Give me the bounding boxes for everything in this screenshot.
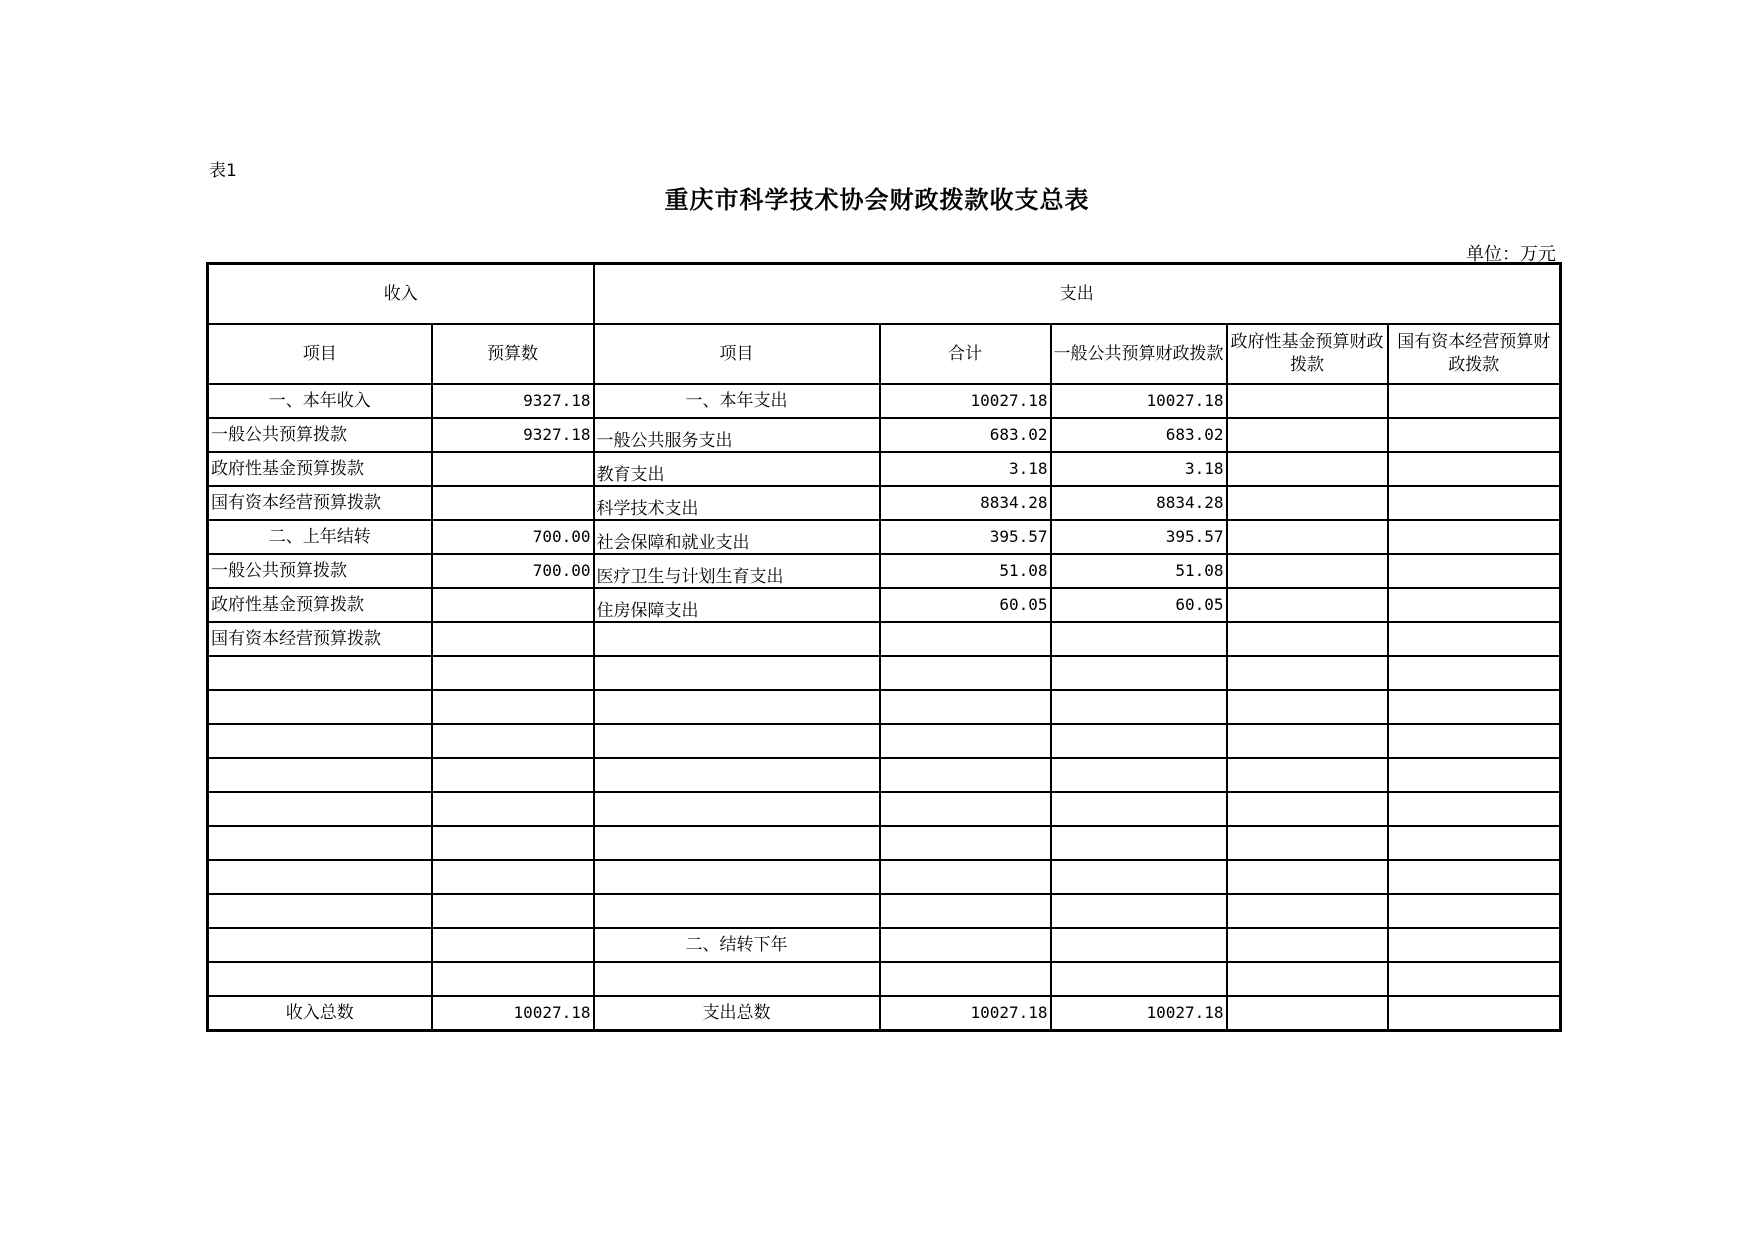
- general-budget-cell: 51.08: [1051, 554, 1227, 588]
- fund-budget-cell: [1227, 792, 1388, 826]
- expense-item-cell: [594, 894, 880, 928]
- table-row: [208, 928, 1561, 962]
- table-row: [208, 452, 1561, 486]
- table-row: [208, 486, 1561, 520]
- income-amount-cell: [432, 860, 594, 894]
- general-budget-cell: [1051, 792, 1227, 826]
- expense-item-cell: 教育支出: [594, 452, 880, 486]
- fund-budget-cell: [1227, 384, 1388, 418]
- fund-budget-cell: [1227, 690, 1388, 724]
- expense-header: 支出: [594, 264, 1561, 325]
- table-row: [208, 792, 1561, 826]
- expense-item-cell: 医疗卫生与计划生育支出: [594, 554, 880, 588]
- expense-total-label: 支出总数: [594, 996, 880, 1031]
- general-budget-cell: [1051, 724, 1227, 758]
- expense-item-cell: 社会保障和就业支出: [594, 520, 880, 554]
- state-capital-cell: [1388, 826, 1561, 860]
- income-item-cell: 一、本年收入: [208, 384, 432, 418]
- fund-budget-cell: [1227, 486, 1388, 520]
- state-capital-cell: [1388, 690, 1561, 724]
- total-header: 合计: [880, 324, 1051, 384]
- table-row: [208, 962, 1561, 996]
- income-amount-cell: [432, 792, 594, 826]
- state-capital-cell: [1388, 622, 1561, 656]
- table-row: [208, 418, 1561, 452]
- budget-header: 预算数: [432, 324, 594, 384]
- total-cell: 10027.18: [880, 384, 1051, 418]
- total-cell: 60.05: [880, 588, 1051, 622]
- total-cell: [880, 690, 1051, 724]
- income-total-amount: 10027.18: [432, 996, 594, 1031]
- table-row: [208, 826, 1561, 860]
- table-row: [208, 758, 1561, 792]
- table-number: 表1: [209, 161, 237, 181]
- state-capital-total: [1388, 996, 1561, 1031]
- fund-budget-cell: [1227, 826, 1388, 860]
- total-cell: [880, 724, 1051, 758]
- expense-item-cell: [594, 826, 880, 860]
- general-budget-cell: [1051, 690, 1227, 724]
- total-sum-cell: 10027.18: [880, 996, 1051, 1031]
- general-budget-cell: [1051, 758, 1227, 792]
- state-capital-cell: [1388, 384, 1561, 418]
- state-capital-cell: [1388, 758, 1561, 792]
- income-item-cell: [208, 758, 432, 792]
- state-capital-cell: [1388, 418, 1561, 452]
- income-item-header: 项目: [208, 324, 432, 384]
- general-budget-cell: [1051, 826, 1227, 860]
- fund-budget-cell: [1227, 554, 1388, 588]
- general-budget-cell: 395.57: [1051, 520, 1227, 554]
- income-amount-cell: [432, 622, 594, 656]
- income-item-cell: [208, 860, 432, 894]
- table-row: [208, 384, 1561, 418]
- state-capital-cell: [1388, 520, 1561, 554]
- income-amount-cell: 9327.18: [432, 418, 594, 452]
- income-amount-cell: [432, 588, 594, 622]
- fund-budget-cell: [1227, 860, 1388, 894]
- income-amount-cell: [432, 962, 594, 996]
- total-cell: [880, 758, 1051, 792]
- expense-item-cell: [594, 724, 880, 758]
- state-capital-cell: [1388, 656, 1561, 690]
- expense-item-cell: 科学技术支出: [594, 486, 880, 520]
- income-amount-cell: [432, 928, 594, 962]
- income-amount-cell: [432, 690, 594, 724]
- general-budget-cell: 683.02: [1051, 418, 1227, 452]
- income-amount-cell: [432, 894, 594, 928]
- general-budget-total: 10027.18: [1051, 996, 1227, 1031]
- income-amount-cell: [432, 758, 594, 792]
- expense-item-cell: [594, 758, 880, 792]
- expense-item-cell: [594, 690, 880, 724]
- expense-item-cell: [594, 622, 880, 656]
- general-budget-cell: 3.18: [1051, 452, 1227, 486]
- income-item-cell: 政府性基金预算拨款: [208, 452, 432, 486]
- income-total-label: 收入总数: [208, 996, 432, 1031]
- total-cell: [880, 962, 1051, 996]
- income-item-cell: 一般公共预算拨款: [208, 554, 432, 588]
- table-row: [208, 656, 1561, 690]
- income-item-cell: [208, 690, 432, 724]
- income-amount-cell: 700.00: [432, 520, 594, 554]
- income-item-cell: [208, 724, 432, 758]
- income-item-cell: 政府性基金预算拨款: [208, 588, 432, 622]
- general-budget-cell: [1051, 860, 1227, 894]
- header-row-group: [208, 264, 1561, 325]
- table-row: [208, 690, 1561, 724]
- total-cell: [880, 826, 1051, 860]
- general-budget-cell: 8834.28: [1051, 486, 1227, 520]
- income-item-cell: [208, 894, 432, 928]
- income-amount-cell: 700.00: [432, 554, 594, 588]
- income-item-cell: [208, 928, 432, 962]
- general-budget-cell: [1051, 622, 1227, 656]
- table-row: [208, 724, 1561, 758]
- fund-budget-cell: [1227, 656, 1388, 690]
- general-budget-cell: 10027.18: [1051, 384, 1227, 418]
- fund-budget-cell: [1227, 520, 1388, 554]
- general-budget-cell: [1051, 894, 1227, 928]
- budget-table: [206, 262, 1562, 1032]
- income-item-cell: [208, 792, 432, 826]
- total-cell: [880, 622, 1051, 656]
- fund-budget-cell: [1227, 452, 1388, 486]
- income-amount-cell: [432, 656, 594, 690]
- income-amount-cell: [432, 724, 594, 758]
- fund-budget-cell: [1227, 588, 1388, 622]
- general-budget-header: 一般公共预算财政拨款: [1051, 324, 1227, 384]
- expense-item-cell: [594, 860, 880, 894]
- income-header: 收入: [208, 264, 594, 325]
- general-budget-cell: [1051, 656, 1227, 690]
- state-capital-cell: [1388, 588, 1561, 622]
- fund-budget-cell: [1227, 418, 1388, 452]
- income-amount-cell: [432, 486, 594, 520]
- fund-budget-cell: [1227, 622, 1388, 656]
- income-amount-cell: [432, 826, 594, 860]
- total-cell: 395.57: [880, 520, 1051, 554]
- expense-item-cell: [594, 656, 880, 690]
- state-capital-cell: [1388, 792, 1561, 826]
- table-row: [208, 622, 1561, 656]
- fund-budget-cell: [1227, 724, 1388, 758]
- income-item-cell: [208, 656, 432, 690]
- income-amount-cell: 9327.18: [432, 384, 594, 418]
- table-row: [208, 894, 1561, 928]
- table-row: [208, 554, 1561, 588]
- expense-item-cell: 二、结转下年: [594, 928, 880, 962]
- general-budget-cell: [1051, 928, 1227, 962]
- state-capital-cell: [1388, 554, 1561, 588]
- fund-budget-cell: [1227, 928, 1388, 962]
- income-amount-cell: [432, 452, 594, 486]
- table-row: [208, 588, 1561, 622]
- unit-label: 单位：万元: [1466, 244, 1556, 265]
- fund-budget-cell: [1227, 894, 1388, 928]
- expense-item-cell: 一般公共服务支出: [594, 418, 880, 452]
- state-capital-cell: [1388, 894, 1561, 928]
- fund-budget-cell: [1227, 758, 1388, 792]
- income-item-cell: 国有资本经营预算拨款: [208, 486, 432, 520]
- expense-item-cell: 一、本年支出: [594, 384, 880, 418]
- state-capital-cell: [1388, 962, 1561, 996]
- general-budget-cell: 60.05: [1051, 588, 1227, 622]
- total-cell: [880, 792, 1051, 826]
- fund-budget-total: [1227, 996, 1388, 1031]
- total-cell: [880, 894, 1051, 928]
- table-row: [208, 860, 1561, 894]
- table-row: [208, 520, 1561, 554]
- income-item-cell: 国有资本经营预算拨款: [208, 622, 432, 656]
- general-budget-cell: [1051, 962, 1227, 996]
- fund-budget-header: 政府性基金预算财政拨款: [1227, 324, 1388, 384]
- state-capital-cell: [1388, 724, 1561, 758]
- total-cell: 3.18: [880, 452, 1051, 486]
- expense-item-header: 项目: [594, 324, 880, 384]
- total-cell: 8834.28: [880, 486, 1051, 520]
- header-row-columns: [208, 324, 1561, 384]
- document-title: 重庆市科学技术协会财政拨款收支总表: [664, 185, 1090, 214]
- expense-item-cell: 住房保障支出: [594, 588, 880, 622]
- total-cell: [880, 928, 1051, 962]
- totals-row: [208, 996, 1561, 1031]
- income-item-cell: [208, 962, 432, 996]
- state-capital-cell: [1388, 452, 1561, 486]
- income-item-cell: 一般公共预算拨款: [208, 418, 432, 452]
- income-item-cell: [208, 826, 432, 860]
- income-item-cell: 二、上年结转: [208, 520, 432, 554]
- state-capital-header: 国有资本经营预算财政拨款: [1388, 324, 1561, 384]
- state-capital-cell: [1388, 860, 1561, 894]
- expense-item-cell: [594, 962, 880, 996]
- expense-item-cell: [594, 792, 880, 826]
- fund-budget-cell: [1227, 962, 1388, 996]
- state-capital-cell: [1388, 486, 1561, 520]
- total-cell: 683.02: [880, 418, 1051, 452]
- total-cell: [880, 656, 1051, 690]
- total-cell: [880, 860, 1051, 894]
- total-cell: 51.08: [880, 554, 1051, 588]
- state-capital-cell: [1388, 928, 1561, 962]
